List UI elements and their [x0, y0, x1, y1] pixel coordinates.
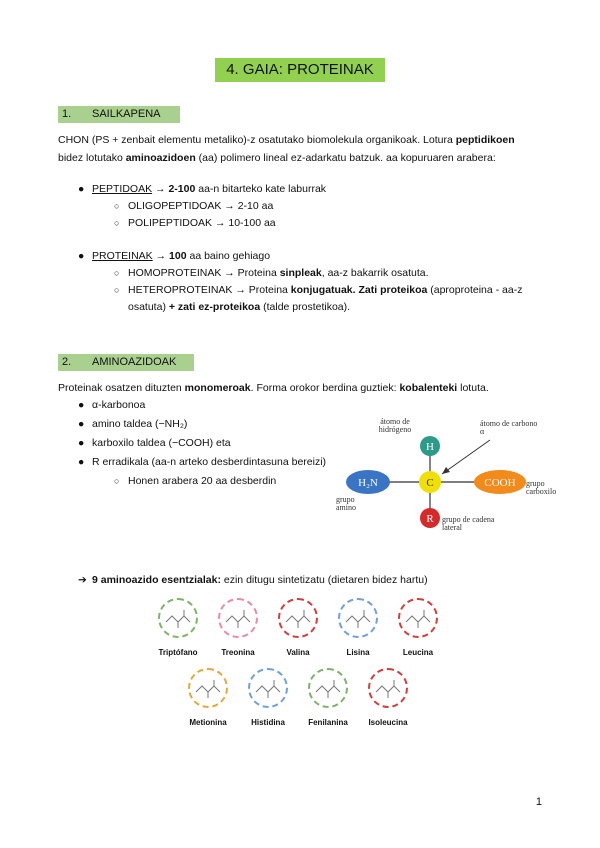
amino-structure-icon — [218, 598, 258, 638]
amino-acid-item — [328, 598, 388, 657]
bold-text: peptidikoen — [455, 134, 515, 146]
list-item: ○ HETEROPROTEINAK → Proteina konjugatuak. Zati proteikoa (aproproteina - aa-z — [114, 284, 523, 296]
list-item: ● PEPTIDOAK → 2-100 aa-n bitarteko kate laburrak — [78, 183, 327, 195]
text: Honen arabera 20 aa desberdin — [128, 475, 277, 487]
amino-acid-name: Metionina — [189, 718, 227, 727]
bold-text: + zati ez-proteikoa — [168, 301, 261, 313]
arrow: → — [152, 250, 170, 262]
section-number: 1. — [62, 108, 72, 120]
proteinak-list — [78, 248, 548, 316]
text: HETEROPROTEINAK → Proteina — [128, 284, 291, 296]
amino-acid-item — [268, 598, 328, 657]
list-item: ● karboxilo taldea (−COOH) eta — [78, 437, 231, 449]
term: PROTEINAK — [92, 250, 153, 262]
list-item: ○ Honen arabera 20 aa desberdin — [114, 475, 277, 487]
amino-acid-name: Leucina — [402, 648, 434, 657]
aminoazido-parts-list — [78, 397, 326, 490]
amino-structure-icon — [158, 598, 198, 638]
bold-text: 9 aminoazido esentzialak: — [92, 574, 221, 586]
label-carbon: átomo de carbono α — [480, 420, 538, 436]
amino-acid-name: Lisina — [346, 648, 370, 657]
page-title: 4. GAIA: PROTEINAK — [215, 58, 385, 82]
page-number: 1 — [535, 796, 542, 808]
text: (aa) polimero lineal ez-adarkatu batzuk. aa kopuruaren arabera: — [195, 152, 496, 164]
amino-acid-item — [388, 598, 448, 657]
section-2-intro — [58, 379, 548, 397]
label-carboxyl: grupo carboxilo — [526, 480, 557, 496]
text: karboxilo taldea (−COOH) eta — [92, 437, 231, 449]
label-hydrogen: átomo de hidrógeno — [378, 418, 412, 434]
text: POLIPEPTIDOAK → 10-100 aa — [128, 217, 276, 229]
amino-acid-name: Isoleucina — [368, 718, 408, 727]
arrow-icon: ➔ — [78, 574, 87, 586]
amino-acid-name: Histidina — [251, 718, 285, 727]
arrow: → — [152, 183, 169, 195]
peptidoak-list — [78, 181, 326, 232]
amino-acid-item — [298, 668, 358, 727]
text: . Forma orokor berdina guztiek: — [250, 382, 400, 394]
amino-acid-item — [208, 598, 268, 657]
section-1-heading — [58, 106, 180, 123]
text: R erradikala (aa-n arteko desberdintasuna bereizi) — [92, 456, 327, 468]
pointer-arrow — [442, 440, 490, 474]
list-item: ● amino taldea (−NH₂) — [78, 418, 188, 430]
amino-structure-icon — [398, 598, 438, 638]
text: aa-n bitarteko kate laburrak — [195, 183, 327, 195]
amino-structure-icon — [308, 668, 348, 708]
section-label: AMINOAZIDOAK — [92, 356, 177, 368]
amino-acid-name: Treonina — [221, 648, 255, 657]
section-label: SAILKAPENA — [92, 108, 161, 120]
label-r: grupo de cadena lateral — [442, 516, 495, 532]
bold-text: 2-100 — [168, 183, 196, 195]
amino-acid-item — [238, 668, 298, 727]
text: (aproproteina - aa-z — [427, 284, 523, 296]
list-item-cont — [78, 299, 548, 316]
section-2-heading — [58, 354, 194, 371]
bold-text: konjugatuak. — [290, 284, 356, 296]
carboxyl-symbol: COOH — [484, 477, 516, 489]
text: ezin ditugu sintetizatu (dietaren bidez hartu) — [220, 574, 428, 586]
list-item: ● α-karbonoa — [78, 399, 146, 411]
amino-acid-item — [358, 668, 418, 727]
text: lotuta. — [457, 382, 489, 394]
text: OLIGOPEPTIDOAK → 2-10 aa — [128, 200, 274, 212]
amino-acid-name: Fenilanina — [308, 718, 348, 727]
text: aa baino gehiago — [186, 250, 271, 262]
section-number: 2. — [62, 356, 72, 368]
bold-text: kobalenteki — [399, 382, 458, 394]
amino-structure-icon — [278, 598, 318, 638]
text: CHON (PS + zenbait elementu metaliko)-z osatutako biomolekula organikoak. Lotura — [58, 134, 456, 146]
text: α-karbonoa — [92, 399, 146, 411]
list-item: ● PROTEINAK → 100 aa baino gehiago — [78, 250, 271, 262]
text: (talde prostetikoa). — [260, 301, 351, 313]
bold-text: Zati proteikoa — [358, 284, 428, 296]
amino-acid-name: Triptófano — [158, 648, 198, 657]
carbon-symbol: C — [426, 477, 434, 489]
amino-acid-diagram — [330, 418, 560, 543]
text: HOMOPROTEINAK → Proteina — [128, 267, 280, 279]
text: osatuta) — [128, 301, 169, 313]
r-symbol: R — [426, 513, 434, 525]
list-item: ○ POLIPEPTIDOAK → 10-100 aa — [114, 217, 276, 229]
amino-structure-icon — [188, 668, 228, 708]
essential-aa-line — [78, 572, 428, 589]
text: bidez lotutako — [58, 152, 126, 164]
list-item: ● R erradikala (aa-n arteko desberdintasuna bereizi) — [78, 456, 327, 468]
list-item: ○ OLIGOPEPTIDOAK → 2-10 aa — [114, 200, 274, 212]
bold-text: 100 — [169, 250, 187, 262]
text: Proteinak osatzen dituzten — [58, 382, 185, 394]
section-1-intro — [58, 131, 543, 167]
label-amino: grupo amino — [336, 496, 356, 512]
term: PEPTIDOAK — [92, 183, 153, 195]
amino-acid-name: Valina — [286, 648, 310, 657]
amino-structure-icon — [248, 668, 288, 708]
amino-acid-item — [148, 598, 208, 657]
amino-acid-item — [178, 668, 238, 727]
text: amino taldea (−NH₂) — [92, 418, 188, 430]
amino-symbol: H₂N — [358, 477, 378, 489]
bold-text: aminoazidoen — [125, 152, 196, 164]
amino-structure-icon — [338, 598, 378, 638]
amino-structure-icon — [368, 668, 408, 708]
text: , aa-z bakarrik osatuta. — [321, 267, 429, 279]
bold-text: monomeroak — [184, 382, 251, 394]
bold-text: sinpleak — [279, 267, 322, 279]
list-item: ○ HOMOPROTEINAK → Proteina sinpleak, aa-z bakarrik osatuta. — [114, 267, 429, 279]
hydrogen-symbol: H — [426, 441, 434, 453]
